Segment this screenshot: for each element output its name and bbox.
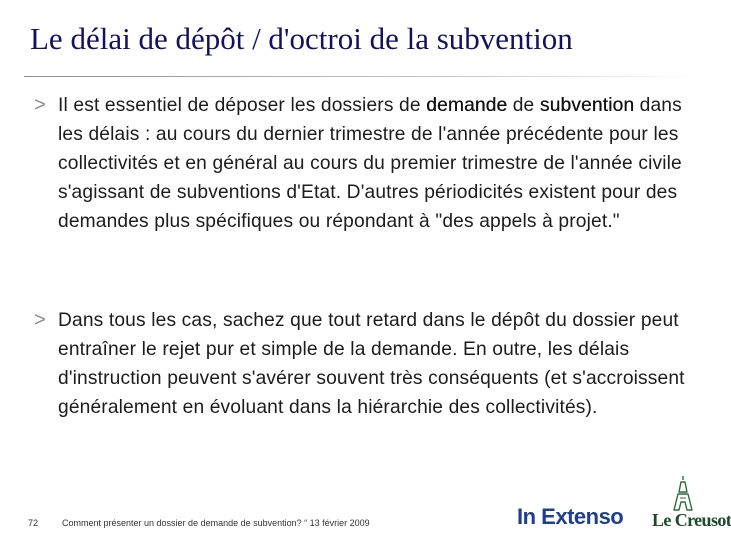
bullet-text-segment: Il est essentiel de déposer les dossiers de — [58, 95, 427, 116]
bullet-marker-icon: > — [34, 309, 46, 331]
bullet-text-1 — [58, 91, 704, 236]
bullet-item-2 — [34, 306, 704, 422]
bullet-bold-segment: demande — [426, 95, 508, 116]
eiffel-tower-icon — [670, 474, 696, 514]
inextenso-logo: In Extenso — [517, 504, 624, 529]
title-divider — [24, 76, 700, 77]
bullet-bold-segment: subvention — [539, 95, 635, 116]
bullet-text-2 — [58, 306, 704, 422]
bullet-text-segment: de — [507, 95, 540, 116]
slide-title: Le délai de dépôt / d'octroi de la subvention — [30, 21, 573, 56]
bullet-marker-icon: > — [34, 94, 46, 116]
lecreusot-logo: Le Creusot — [652, 510, 731, 530]
bullet-text-segment: Dans tous les cas, sachez que tout retard dans le dépôt du dossier peut entraîner le rejet pur et simple de la demande. En outre, les délais d'instruction peuvent s'avérer souvent très conséquents (et s'accroissent généralement en évoluant dans la hiérarchie des collectivités). — [58, 310, 685, 418]
bullet-text-segment: dans les délais : au cours du dernier trimestre de l'année précédente pour les collectivités et en général au cours du premier trimestre de l'année civile s'agissant de subventions d'Etat. D'autres périodicités existent pour des demandes plus spécifiques ou répondant à "des appels à projet." — [58, 95, 682, 232]
footer-caption: Comment présenter un dossier de demande de subvention? “ 13 février 2009 — [62, 518, 370, 528]
page-number: 72 — [28, 518, 39, 528]
bullet-item-1 — [34, 91, 704, 236]
